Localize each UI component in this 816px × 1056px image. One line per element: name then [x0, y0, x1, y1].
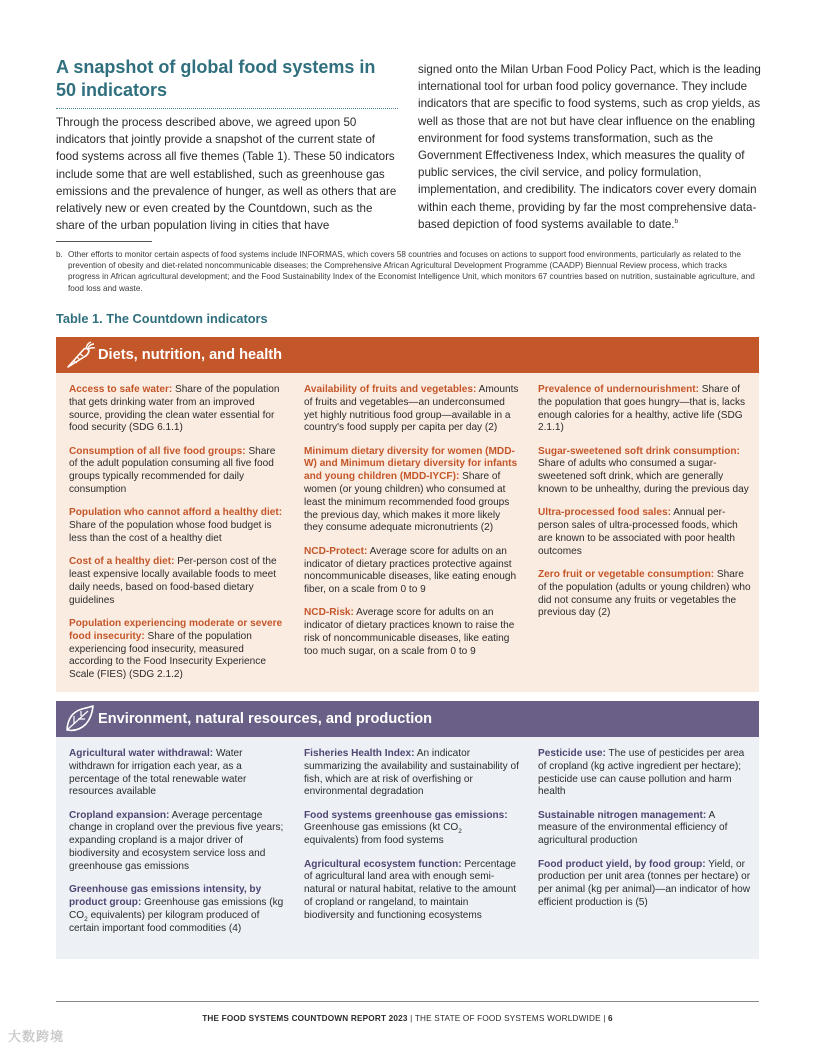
indicator-description: Water withdrawn for irrigation each year, as a percentage of the total renewable water resources available — [69, 748, 247, 798]
theme-title: Environment, natural resources, and production — [98, 711, 433, 727]
indicator-description: Share of adults who consumed a sugar-sweetened soft drink, which are generally known to be unhealthy, during the previous day — [538, 458, 749, 496]
indicator-title: Minimum dietary diversity for women (MDD-W) and Minimum dietary diversity for infants and young children (MDD-IYCF): — [304, 445, 518, 483]
indicator-column — [69, 384, 284, 692]
indicator-description: Per-person cost of the least expensive locally available foods to meet daily needs, based on food-based dietary guidelines — [69, 556, 277, 606]
indicator-description: Share of the adult population consuming all five food groups typically recommended for daily consumption — [69, 445, 276, 496]
indicator-item — [304, 546, 519, 597]
indicator-title: Prevalence of undernourishment: — [538, 384, 699, 395]
indicator-item — [304, 748, 519, 799]
intro-right-text: signed onto the Milan Urban Food Policy Pact, which is the leading international tool for urban food policy governance. They include indicators that are specific to food systems, such as crop yields, as well as those that are not but have clear influence on the enabling environment for food systems transformation, such as the Government Effectiveness Index, which measures the quality of public services, the civil service, and policy formulation, implementation, and credibility. The indicators cover every domain within each theme, providing by far the most comprehensive data-based depiction of food systems available to date. — [418, 63, 761, 231]
indicator-item — [538, 507, 753, 558]
indicator-title: Population experiencing moderate or severe food insecurity: — [69, 617, 283, 642]
indicator-title: Sugar-sweetened soft drink consumption: — [538, 445, 740, 457]
leaf-icon — [62, 703, 96, 735]
indicator-item — [69, 384, 284, 435]
indicator-title: Availability of fruits and vegetables: — [304, 384, 477, 395]
indicator-description: An indicator summarizing the availability and sustainability of fish, which are at risk of overfishing or environmental degradation — [304, 748, 519, 798]
footnote-reference[interactable]: b — [674, 217, 679, 225]
page-number: 6 — [608, 1014, 613, 1023]
indicator-item — [538, 748, 753, 799]
indicator-title: Population who cannot afford a healthy diet: — [69, 507, 283, 519]
indicator-item — [538, 446, 753, 497]
indicator-description-part: Greenhouse gas emissions (kg CO — [69, 896, 284, 921]
indicator-column — [69, 748, 284, 946]
indicator-item — [538, 384, 753, 435]
indicator-description: Share of the population that goes hungry—that is, lacks enough calories for a healthy, active life (SDG 2.1.1) — [538, 384, 746, 434]
indicator-column — [538, 384, 753, 631]
indicator-item — [69, 884, 284, 935]
indicator-description: Share of the population that gets drinking water from an improved source, providing the clean water essential for food security (SDG 6.1.1) — [69, 384, 280, 434]
theme-header-diets — [56, 337, 759, 373]
indicator-item — [538, 859, 753, 910]
theme-header-environment — [56, 701, 759, 737]
indicator-description: Yield, or production per unit area (tonnes per hectare) or per animal (kg per animal)—an indicator of how efficient production is (5) — [538, 858, 751, 908]
indicator-title: Sustainable nitrogen management: — [538, 809, 707, 821]
theme-title: Diets, nutrition, and health — [98, 347, 283, 363]
indicator-description: The use of pesticides per area of cropland (kg active ingredient per hectare); pesticide use can cause pollution and harm health — [538, 748, 745, 798]
indicator-description — [304, 822, 462, 846]
indicator-description: Share of the population experiencing food insecurity, measured according to the Food Insecurity Experience Scale (FIES) (SDG 2.1.2) — [69, 630, 266, 681]
subscript: 2 — [458, 828, 462, 836]
indicator-column — [304, 384, 519, 669]
indicator-title: Pesticide use: — [538, 748, 606, 759]
indicator-description: Share of the population whose food budget is less than the cost of a healthy diet — [69, 520, 272, 544]
indicator-title: Access to safe water: — [69, 384, 173, 395]
indicator-description: Average score for adults on an indicator of dietary practices protective against noncommunicable diseases, like eating enough fiber, on a scale from 0 to 9 — [304, 545, 517, 596]
indicator-description: Share of the population (adults or young children) who did not consume any fruits or vegetables the previous day (2) — [538, 569, 751, 619]
indicator-description-part: equivalents) from food systems — [304, 835, 444, 847]
indicator-description-part: equivalents) per kilogram produced of certain important food commodities (4) — [69, 909, 260, 934]
indicator-title: Zero fruit or vegetable consumption: — [538, 569, 715, 581]
indicator-title: Cost of a healthy diet: — [69, 556, 175, 568]
indicator-item — [304, 859, 519, 923]
table-title: Table 1. The Countdown indicators — [56, 311, 268, 326]
theme-panel-diets — [56, 373, 759, 692]
indicator-item — [69, 446, 284, 497]
intro-paragraph-right — [418, 61, 763, 233]
footer-report-title: THE FOOD SYSTEMS COUNTDOWN REPORT 2023 — [202, 1014, 408, 1023]
indicator-column — [304, 748, 519, 933]
indicator-item — [69, 618, 284, 682]
indicator-description: Share of women (or young children) who consumed at least the minimum recommended food groups the previous day, which makes it more likely they consume adequate micronutrients (2) — [304, 471, 510, 534]
indicator-description: Percentage of agricultural land area with enough semi-natural or natural habitat, relative to the amount of cropland or rangeland, to maintain biodiversity and functioning ecosystems — [304, 858, 517, 921]
indicator-item — [69, 556, 284, 607]
footer-separator: | — [603, 1014, 606, 1023]
footer-divider — [56, 1001, 759, 1002]
indicator-title: Ultra-processed food sales: — [538, 507, 671, 519]
indicator-description-part: Greenhouse gas emissions (kt CO — [304, 822, 459, 834]
indicator-title: Greenhouse gas emissions intensity, by product group: — [69, 884, 262, 908]
indicator-title: Cropland expansion: — [69, 809, 170, 821]
indicator-description: Annual per-person sales of ultra-processed foods, which are known to be associated with poor health outcomes — [538, 507, 738, 557]
indicator-item — [304, 446, 519, 536]
footnote-text: Other efforts to monitor certain aspects of food systems include INFORMAS, which covers 58 countries and focuses on actions to support food environments, particularly as related to the prevention of obesity and diet-related noncommunicable diseases; the Comprehensive African Agricultural Development Programme (CAADP) Biennual Review process, which tracks progress in African agricultural development; and the Food Sustainability Index of the Economist Intelligence Unit, which monitors 67 countries based on nutrition, sustainable agriculture, and food loss and waste. — [68, 250, 755, 293]
page-footer — [56, 1014, 759, 1023]
indicator-item — [304, 607, 519, 658]
indicator-item — [69, 507, 284, 545]
indicator-title: Consumption of all five food groups: — [69, 445, 246, 457]
indicator-description: Amounts of fruits and vegetables—an underconsumed yet highly nutritious food group—available in a country's food supply per capita per day (2) — [304, 384, 519, 434]
indicator-item — [304, 384, 519, 435]
footnote-divider — [56, 241, 152, 242]
indicator-title: NCD-Protect: — [304, 545, 368, 557]
theme-panel-environment — [56, 737, 759, 959]
indicator-column — [538, 748, 753, 920]
indicator-item — [69, 748, 284, 799]
carrot-icon — [62, 339, 96, 371]
indicator-title: Food systems greenhouse gas emissions: — [304, 809, 508, 821]
subscript: 2 — [84, 915, 88, 923]
watermark: 大数跨境 — [8, 1029, 65, 1044]
footer-separator: | — [410, 1014, 413, 1023]
indicator-description: Average score for adults on an indicator of dietary practices known to raise the risk of noncommunicable diseases, like eating too much sugar, on a scale from 0 to 9 — [304, 607, 515, 657]
indicator-title: Agricultural ecosystem function: — [304, 858, 462, 870]
indicator-title: NCD-Risk: — [304, 607, 354, 619]
indicator-description: Average percentage change in cropland over the previous five years; expanding cropland is a major driver of biodiversity and ecosystem service loss and greenhouse gas emissions — [69, 809, 284, 872]
indicator-item — [538, 569, 753, 620]
section-heading: A snapshot of global food systems in 50 indicators — [56, 56, 398, 109]
indicator-title: Fisheries Health Index: — [304, 748, 415, 759]
indicator-item — [304, 810, 519, 848]
indicator-title: Agricultural water withdrawal: — [69, 748, 214, 759]
indicator-description: A measure of the environmental efficiency of agricultural production — [538, 809, 728, 847]
indicator-item — [69, 810, 284, 874]
footer-section-title: THE STATE OF FOOD SYSTEMS WORLDWIDE — [414, 1014, 601, 1023]
footnote-mark: b. — [56, 250, 63, 259]
indicator-title: Food product yield, by food group: — [538, 858, 706, 870]
intro-paragraph-left: Through the process described above, we agreed upon 50 indicators that jointly provide a snapshot of the current state of food systems across all five themes (Table 1). These 50 indicators include some that are well established, such as greenhouse gas emissions and the prevalence of hunger, as well as others that are relatively new or even created by the Countdown, such as the share of the urban population living in cities that have — [56, 116, 397, 233]
footnote — [56, 249, 761, 294]
indicator-item — [538, 810, 753, 848]
